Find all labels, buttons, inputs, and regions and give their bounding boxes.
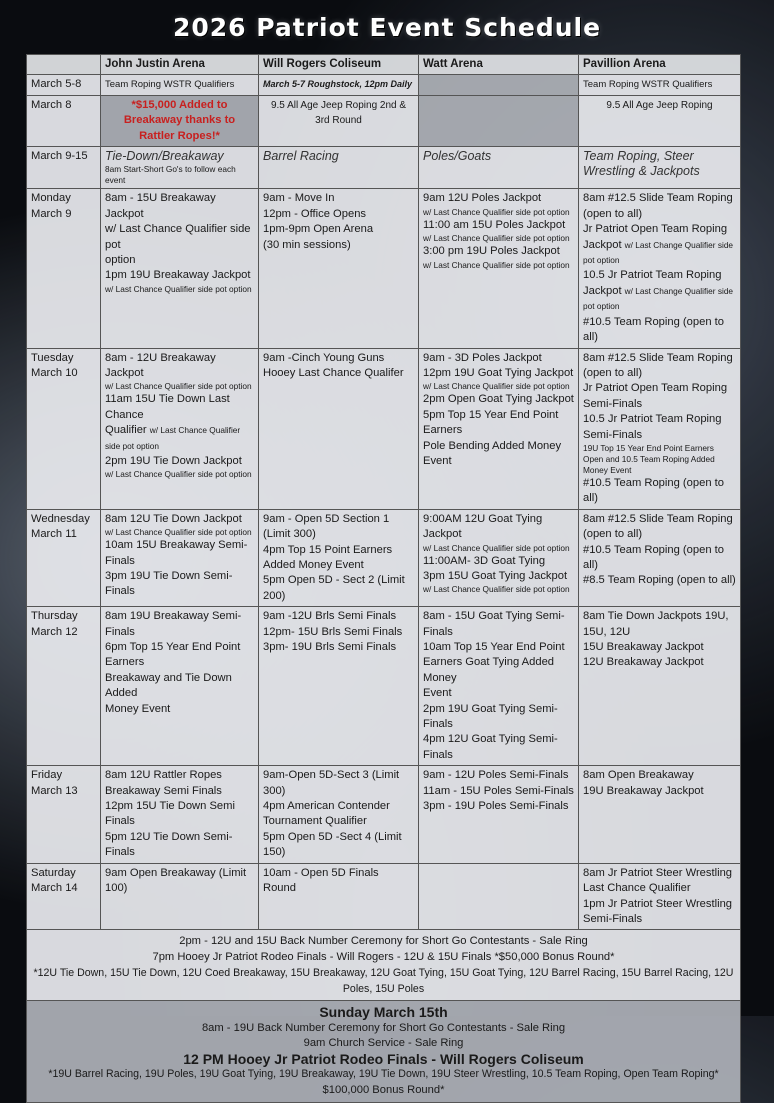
event-line: 12pm - Office Opens (263, 207, 367, 220)
event-note: 8am Start-Short Go's to follow each event (105, 164, 236, 186)
event-line: Hooey Last Chance Qualifer (263, 366, 404, 379)
event-line: Jackpot (583, 238, 622, 251)
cell-watt (419, 766, 579, 863)
sunday-line: 8am - 19U Back Number Ceremony for Short Go Contestants - Sale Ring (201, 1021, 566, 1034)
event-line: 3:00 pm 19U Poles Jackpot (423, 245, 560, 258)
cell-john-justin (101, 189, 259, 348)
sunday-line: $100,000 Bonus Round* (322, 1083, 445, 1096)
date-cell: March 5-8 (27, 75, 101, 95)
cell-watt (419, 348, 579, 509)
event-line: 12U Breakaway Jackpot (583, 656, 704, 669)
event-line: 8am - 15U Breakaway Jackpot (105, 192, 216, 220)
event-line: 8am 12U Rattler Ropes (105, 769, 222, 782)
event-line: 8am #12.5 Slide Team Roping (583, 192, 733, 205)
row-tuesday (27, 348, 741, 509)
event-note: w/ Last Chance Qualifier side pot option (423, 233, 570, 244)
event-line: 11am - 15U Poles Semi-Finals (423, 784, 574, 797)
cell-watt (419, 509, 579, 606)
row-friday (27, 766, 741, 863)
cell-watt-empty (419, 863, 579, 930)
event-line: 2pm 19U Tie Down Jackpot (105, 454, 242, 467)
event-line: 3pm- 19U Brls Semi Finals (263, 641, 397, 653)
footer-line: 7pm Hooey Jr Patriot Rodeo Finals - Will Rogers - 12U & 15U Finals *$50,000 Bonus Round* (152, 951, 615, 964)
event-line: Jr Patriot Open Team Roping (583, 223, 728, 236)
day-date: March 13 (31, 784, 78, 797)
event-line: Tournament Qualifier (263, 815, 367, 828)
event-line: 5pm Open 5D -Sect 4 (Limit 150) (263, 830, 402, 859)
event-line: 3pm 19U Tie Down Semi-Finals (105, 569, 233, 598)
cell-will-rogers (259, 189, 419, 348)
cell-pavillion: 9.5 All Age Jeep Roping (579, 95, 741, 146)
event-line: 9am -Cinch Young Guns (263, 351, 385, 364)
cell-watt (419, 189, 579, 348)
cell-watt-empty (419, 95, 579, 146)
event-line: 10am Top 15 Year End Point (423, 641, 565, 653)
event-line: Event (423, 687, 452, 700)
header-john-justin: John Justin Arena (101, 55, 259, 75)
event-line: 8am #12.5 Slide Team Roping (583, 512, 733, 525)
cell-john-justin (101, 147, 259, 189)
event-line: 4pm Top 15 Point Earners Added Money Event (263, 543, 393, 571)
event-line: (open to all) (583, 528, 643, 541)
cell-watt (419, 607, 579, 766)
schedule-table (26, 54, 741, 1103)
event-note: w/ Last Chance Qualifier side pot option (105, 527, 252, 538)
event-category: Team Roping, Steer Wrestling & Jackpots (583, 149, 700, 179)
event-line: #10.5 Team Roping (open to all) (583, 543, 724, 571)
saturday-footer-row (27, 930, 741, 1001)
cell-watt (419, 147, 579, 189)
event-line: 9am 12U Poles Jackpot (423, 192, 542, 205)
event-line: Breakaway and Tie Down Added (105, 671, 232, 700)
event-line: 4pm American Contender (263, 800, 390, 813)
event-line: Jr Patriot Open Team Roping (583, 382, 728, 395)
event-line: (open to all) (583, 207, 643, 220)
sunday-title: Sunday March 15th (319, 1004, 448, 1021)
date-cell (27, 189, 101, 348)
event-line: #8.5 Team Roping (open to all) (583, 574, 736, 587)
event-line: (open to all) (583, 366, 643, 379)
event-line: Semi-Finals (583, 397, 643, 410)
event-line: 1pm Jr Patriot Steer Wrestling (583, 897, 733, 910)
event-line: option (105, 254, 136, 267)
row-saturday (27, 863, 741, 930)
day-date: March 10 (31, 366, 78, 379)
cell-john-justin (101, 766, 259, 863)
event-line: (30 min sessions) (263, 238, 351, 251)
event-line: 3pm - 19U Poles Semi-Finals (423, 800, 569, 813)
event-line: 4pm 12U Goat Tying Semi-Finals (423, 733, 558, 761)
event-line: 9am -12U Brls Semi Finals (263, 610, 397, 623)
row-wednesday (27, 509, 741, 606)
day-date: March 12 (31, 625, 78, 638)
event-line: #10.5 Team Roping (open to all) (583, 476, 724, 505)
day-name: Wednesday (31, 512, 90, 525)
day-name: Monday (31, 192, 71, 205)
event-line: 2pm Open Goat Tying Jackpot (423, 393, 574, 406)
footer-line: 2pm - 12U and 15U Back Number Ceremony for Short Go Contestants - Sale Ring (179, 935, 588, 948)
page-title: 2026 Patriot Event Schedule (172, 13, 602, 42)
event-line: 8am Tie Down Jackpots 19U, 15U, 12U (583, 610, 729, 638)
cell-john-justin (101, 607, 259, 766)
event-line: 9am - 12U Poles Semi-Finals (423, 769, 569, 782)
cell-pavillion (579, 189, 741, 348)
event-line: 15U Breakaway Jackpot (583, 641, 704, 653)
event-note: w/ Last Change Qualifier side pot option (583, 285, 734, 312)
header-row (27, 55, 741, 75)
event-line: 5pm 12U Tie Down Semi-Finals (105, 830, 233, 859)
day-name: Thursday (31, 610, 78, 623)
event-line: 5pm Open 5D - Sect 2 (Limit 200) (263, 574, 405, 602)
event-line: 5pm Top 15 Year End Point Earners (423, 408, 559, 437)
event-line: 9am-Open 5D-Sect 3 (Limit 300) (263, 769, 400, 797)
event-line: 10am - Open 5D Finals Round (263, 866, 379, 895)
event-line: 9am Open Breakaway (Limit 100) (105, 866, 247, 895)
event-line: 8am #12.5 Slide Team Roping (583, 351, 733, 364)
cell-pavillion: Team Roping WSTR Qualifiers (579, 75, 741, 95)
event-line: 8am 19U Breakaway Semi-Finals (105, 610, 242, 638)
event-line: Semi-Finals (583, 912, 643, 925)
row-march-9-15 (27, 147, 741, 189)
event-line: Qualifier (105, 424, 147, 437)
cell-john-justin-promo: *$15,000 Added to Breakaway thanks to Rattler Ropes!* (101, 95, 259, 146)
event-line: 8am - 12U Breakaway Jackpot (105, 351, 216, 379)
event-note: w/ Last Chance Qualifier side pot option (105, 283, 252, 294)
footer-line: *12U Tie Down, 15U Tie Down, 12U Coed Breakaway, 15U Breakaway, 12U Goat Tying, 15U Goat Tying, 12U Barrel Racing, 15U Barrel Racing, 12U Poles, 15U Poles (33, 967, 734, 996)
event-line: 12pm 19U Goat Tying Jackpot (423, 366, 574, 379)
cell-will-rogers (259, 863, 419, 930)
event-line: 10.5 Jr Patriot Team Roping (583, 269, 722, 282)
event-line: Earners Goat Tying Added Money (423, 656, 555, 684)
date-cell (27, 607, 101, 766)
cell-john-justin (101, 863, 259, 930)
event-line: 10am 15U Breakaway Semi-Finals (105, 539, 248, 567)
header-will-rogers: Will Rogers Coliseum (259, 55, 419, 75)
saturday-footer (27, 930, 741, 1001)
event-line: 10.5 Jr Patriot Team Roping (583, 413, 722, 426)
event-category: Tie-Down/Breakaway (105, 149, 224, 164)
event-line: #10.5 Team Roping (open to all) (583, 315, 724, 344)
cell-pavillion (579, 607, 741, 766)
day-name: Tuesday (31, 351, 74, 364)
cell-pavillion (579, 766, 741, 863)
event-line: Money Event (105, 702, 171, 715)
cell-pavillion (579, 147, 741, 189)
cell-will-rogers (259, 607, 419, 766)
day-date: March 11 (31, 528, 77, 541)
date-cell: March 9-15 (27, 147, 101, 189)
sunday-finals-heading: 12 PM Hooey Jr Patriot Rodeo Finals - Will Rogers Coliseum (183, 1050, 584, 1067)
event-category: Barrel Racing (263, 149, 339, 164)
sunday-line: 9am Church Service - Sale Ring (303, 1037, 464, 1050)
cell-pavillion (579, 863, 741, 930)
event-note: w/ Last Chance Qualifier side pot option (423, 542, 570, 553)
event-line: 12pm 15U Tie Down Semi Finals (105, 800, 235, 828)
date-cell (27, 509, 101, 606)
header-watt: Watt Arena (419, 55, 579, 75)
event-note: w/ Last Chance Qualifier side pot option (423, 584, 570, 595)
date-cell (27, 863, 101, 930)
event-line: 1pm 19U Breakaway Jackpot (105, 269, 251, 282)
event-line: 1pm-9pm Open Arena (263, 223, 374, 236)
row-monday (27, 189, 741, 348)
cell-will-rogers (259, 509, 419, 606)
event-note: w/ Last Chance Qualifier side pot option (423, 259, 570, 270)
event-line: Pole Bending Added Money Event (423, 439, 562, 467)
event-line: 11:00 am 15U Poles Jackpot (423, 218, 566, 231)
event-line: Breakaway Semi Finals (105, 784, 222, 797)
cell-will-rogers (259, 147, 419, 189)
day-date: March 9 (31, 207, 72, 220)
event-note: w/ Last Chance Qualifier side pot option (423, 381, 570, 392)
cell-will-rogers: 9.5 All Age Jeep Roping 2nd & 3rd Round (259, 95, 419, 146)
cell-will-rogers (259, 348, 419, 509)
date-cell: March 8 (27, 95, 101, 146)
day-name: Friday (31, 769, 63, 782)
event-line: w/ Last Chance Qualifier side pot (105, 223, 251, 251)
row-march-5-8 (27, 75, 741, 95)
event-line: 11:00AM- 3D Goat Tying (423, 554, 546, 567)
sunday-block (27, 1001, 741, 1103)
event-note: w/ Last Change Qualifier side pot option (583, 239, 734, 266)
cell-watt-empty (419, 75, 579, 95)
event-line: 11am 15U Tie Down Last Chance (105, 393, 230, 421)
event-line: Semi-Finals (583, 428, 643, 441)
day-date: March 14 (31, 882, 78, 895)
sunday-row (27, 1001, 741, 1103)
event-line: 6pm Top 15 Year End Point Earners (105, 641, 241, 669)
event-line: 9am - Move In (263, 192, 335, 205)
day-name: Saturday (31, 866, 76, 879)
row-march-8 (27, 95, 741, 146)
event-note: w/ Last Chance Qualifier side pot option (105, 381, 252, 392)
event-line: 9:00AM 12U Goat Tying Jackpot (423, 512, 543, 541)
event-line: 12pm- 15U Brls Semi Finals (263, 625, 403, 638)
event-line: 3pm 15U Goat Tying Jackpot (423, 569, 568, 582)
event-note: w/ Last Chance Qualifier side pot option (105, 469, 252, 480)
event-line: 8am Open Breakaway (583, 769, 694, 782)
event-note: 19U Top 15 Year End Point Earners Open and 10.5 Team Roping Added Money Event (583, 442, 715, 475)
event-line: 19U Breakaway Jackpot (583, 784, 704, 797)
header-corner (27, 55, 101, 75)
cell-john-justin (101, 509, 259, 606)
event-line: 9am - 3D Poles Jackpot (423, 351, 542, 364)
date-cell (27, 348, 101, 509)
event-line: Last Chance Qualifier (583, 882, 691, 895)
event-line: 9am - Open 5D Section 1 (Limit 300) (263, 512, 390, 541)
event-note: w/ Last Chance Qualifier side pot option (423, 206, 570, 217)
cell-pavillion (579, 348, 741, 509)
event-line: Jackpot (583, 284, 622, 297)
cell-pavillion (579, 509, 741, 606)
event-line: 8am - 15U Goat Tying Semi-Finals (423, 610, 565, 638)
event-note: w/ Last Chance Qualifier side pot option (105, 425, 241, 451)
header-pavillion: Pavillion Arena (579, 55, 741, 75)
event-category: Poles/Goats (423, 149, 492, 164)
cell-john-justin: Team Roping WSTR Qualifiers (101, 75, 259, 95)
event-line: 2pm 19U Goat Tying Semi-Finals (423, 702, 558, 731)
sunday-line: *19U Barrel Racing, 19U Poles, 19U Goat Tying, 19U Breakaway, 19U Tie Down, 19U Steer Wrestling, 10.5 Team Roping, Open Team Roping* (48, 1068, 719, 1081)
row-thursday (27, 607, 741, 766)
cell-john-justin (101, 348, 259, 509)
cell-will-rogers: March 5-7 Roughstock, 12pm Daily (259, 75, 419, 95)
event-line: 8am Jr Patriot Steer Wrestling (583, 866, 733, 879)
event-line: 8am 12U Tie Down Jackpot (105, 512, 242, 525)
date-cell (27, 766, 101, 863)
cell-will-rogers (259, 766, 419, 863)
